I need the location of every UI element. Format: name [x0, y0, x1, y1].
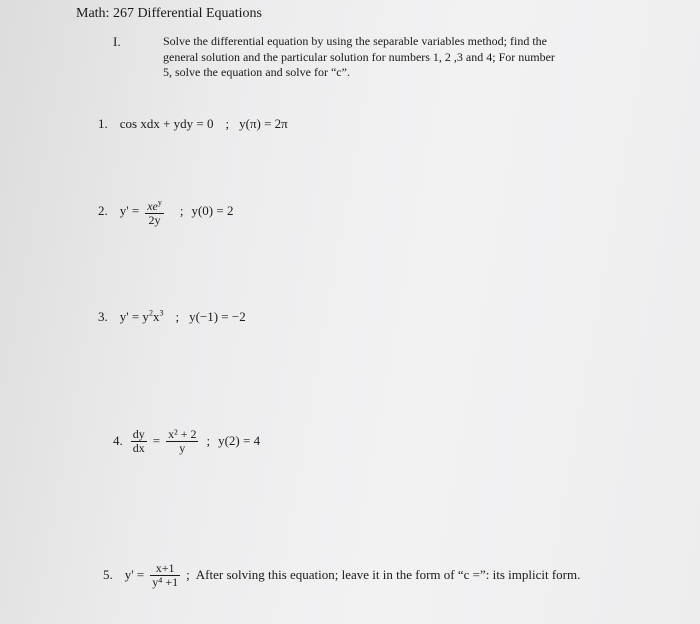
fraction	[150, 562, 180, 589]
problem-lhs: y' =	[119, 203, 140, 219]
problem-number: 4.	[113, 433, 123, 449]
problem-number: 3.	[98, 309, 108, 324]
instructions-line: 5, solve the equation and solve for “c”.	[163, 65, 350, 79]
instructions	[163, 34, 633, 81]
fraction-numerator: $xe^y$	[147, 198, 162, 213]
problem-number: 2.	[98, 203, 108, 219]
problem-equation: cos xdx + ydy = 0	[119, 116, 214, 131]
initial-condition: y(π) = 2π	[239, 116, 288, 131]
separator: ;	[179, 203, 184, 219]
fraction	[166, 428, 198, 455]
page-title: Math: 267 Differential Equations	[76, 6, 262, 21]
problem-note: After solving this equation; leave it in the form of “c =”: its implicit form.	[195, 567, 581, 583]
fraction-denominator: 2y	[145, 213, 164, 227]
problem-number: 5.	[103, 567, 113, 583]
problem-number: 1.	[98, 116, 108, 131]
instructions-line: general solution and the particular solution for numbers 1, 2 ,3 and 4; For number	[163, 49, 555, 64]
fraction-numerator: x² + 2	[168, 427, 197, 441]
problem-3	[98, 308, 246, 326]
initial-condition: y(−1) = −2	[189, 309, 246, 324]
problem-equation: $y' = y^2x^3$	[119, 308, 164, 324]
section-number: I.	[113, 34, 121, 49]
fraction	[145, 196, 164, 227]
initial-condition: y(0) = 2	[191, 203, 234, 219]
equals-sign: =	[152, 433, 161, 449]
problem-2	[98, 196, 233, 227]
separator: ;	[225, 116, 230, 131]
problem-lhs: y' =	[124, 567, 145, 583]
separator: ;	[186, 567, 190, 583]
derivative-fraction	[131, 428, 147, 455]
fraction-numerator: dy	[132, 427, 145, 441]
separator: ;	[206, 433, 211, 449]
fraction-denominator: y⁴ +1	[152, 575, 179, 589]
problem-5	[103, 562, 580, 589]
problem-1	[98, 115, 288, 133]
fraction-denominator: dx	[132, 441, 145, 455]
fraction-numerator: x+1	[155, 561, 175, 575]
separator: ;	[175, 309, 180, 324]
problem-4	[113, 428, 260, 455]
instructions-line: Solve the differential equation by using the separable variables method; find the	[163, 34, 547, 48]
fraction-denominator: y	[166, 441, 198, 455]
initial-condition: y(2) = 4	[218, 433, 261, 449]
